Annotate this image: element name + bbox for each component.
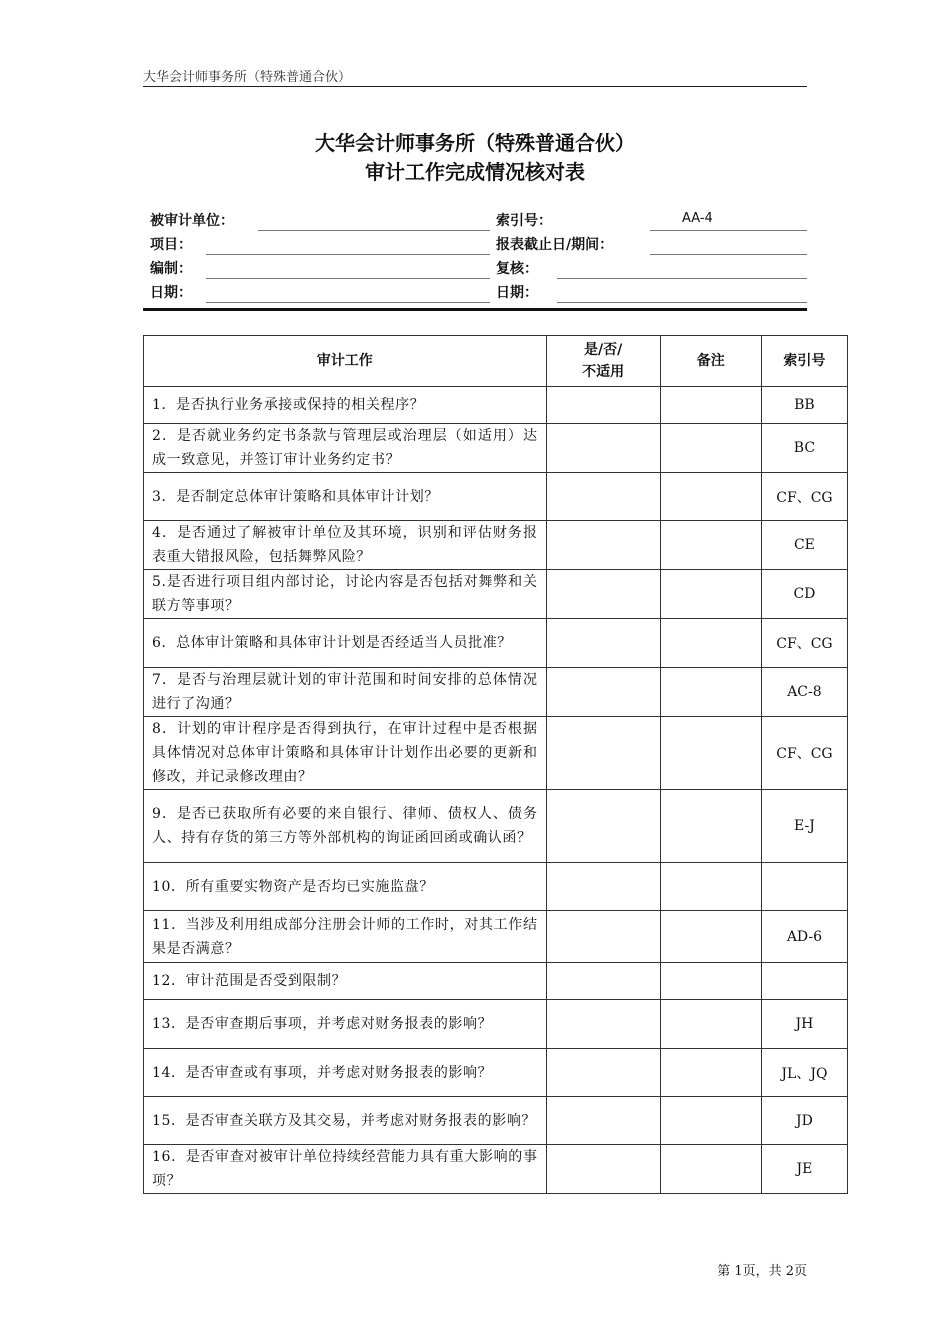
table-row: [144, 911, 848, 963]
row-work: 11．当涉及利用组成部分注册会计师的工作时，对其工作结果是否满意？: [144, 911, 547, 963]
table-row: [144, 1097, 848, 1145]
checklist-table: [143, 335, 848, 1194]
table-row: [144, 717, 848, 790]
row-ref: AD-6: [761, 911, 847, 963]
table-row: [144, 387, 848, 424]
row-yn-cell[interactable]: [546, 911, 660, 963]
table-row: [144, 473, 848, 521]
row-note-cell[interactable]: [660, 911, 761, 963]
info-row: [150, 279, 807, 303]
row-ref: BB: [761, 387, 847, 424]
header-yn-line1: 是/否/: [584, 342, 623, 358]
row-note-cell[interactable]: [660, 1097, 761, 1145]
table-row: [144, 424, 848, 473]
row-ref: JE: [761, 1145, 847, 1194]
info-label-date: 日期：: [150, 285, 192, 301]
index-value: AA-4: [682, 211, 713, 226]
info-label-project: 项目：: [150, 237, 192, 253]
row-ref: JH: [761, 1000, 847, 1049]
row-work: 6．总体审计策略和具体审计计划是否经适当人员批准？: [144, 619, 547, 668]
row-yn-cell[interactable]: [546, 717, 660, 790]
table-row: [144, 619, 848, 668]
header-yn-line2: 不适用: [582, 364, 625, 380]
page-footer: 第 1页，共 2页: [717, 1264, 807, 1279]
header-ref: 索引号: [761, 336, 847, 387]
row-yn-cell[interactable]: [546, 473, 660, 521]
info-label-review-date: 日期：: [496, 285, 538, 301]
header-note: 备注: [660, 336, 761, 387]
row-note-cell[interactable]: [660, 521, 761, 570]
row-yn-cell[interactable]: [546, 424, 660, 473]
table-row: [144, 668, 848, 717]
info-label-index: 索引号：: [496, 213, 552, 229]
row-ref: JL、JQ: [761, 1049, 847, 1097]
table-row: [144, 863, 848, 911]
row-yn-cell[interactable]: [546, 1145, 660, 1194]
row-work: 5.是否进行项目组内部讨论，讨论内容是否包括对舞弊和关联方等事项？: [144, 570, 547, 619]
row-note-cell[interactable]: [660, 963, 761, 1000]
row-note-cell[interactable]: [660, 570, 761, 619]
info-label-auditee: 被审计单位：: [150, 213, 234, 229]
info-block: [150, 207, 807, 303]
row-note-cell[interactable]: [660, 424, 761, 473]
header-rule: [143, 86, 807, 87]
row-note-cell[interactable]: [660, 1145, 761, 1194]
row-work: 15．是否审查关联方及其交易，并考虑对财务报表的影响？: [144, 1097, 547, 1145]
table-row: [144, 521, 848, 570]
row-note-cell[interactable]: [660, 387, 761, 424]
header-work: 审计工作: [144, 336, 547, 387]
document-title: 大华会计师事务所（特殊普通合伙）: [315, 131, 635, 155]
row-ref: JD: [761, 1097, 847, 1145]
row-yn-cell[interactable]: [546, 790, 660, 863]
row-work: 10．所有重要实物资产是否均已实施监盘？: [144, 863, 547, 911]
table-row: [144, 790, 848, 863]
table-row: [144, 1000, 848, 1049]
row-note-cell[interactable]: [660, 1000, 761, 1049]
row-work: 2．是否就业务约定书条款与管理层或治理层（如适用）达成一致意见，并签订审计业务约定书？: [144, 424, 547, 473]
row-note-cell[interactable]: [660, 619, 761, 668]
row-ref: CF、CG: [761, 473, 847, 521]
row-note-cell[interactable]: [660, 863, 761, 911]
table-header-row: [144, 336, 848, 387]
row-ref: CE: [761, 521, 847, 570]
info-row: [150, 231, 807, 255]
running-header: 大华会计师事务所（特殊普通合伙）: [143, 70, 352, 85]
row-work: 4．是否通过了解被审计单位及其环境，识别和评估财务报表重大错报风险，包括舞弊风险？: [144, 521, 547, 570]
row-yn-cell[interactable]: [546, 521, 660, 570]
info-label-period: 报表截止日/期间：: [496, 237, 614, 253]
row-work: 9．是否已获取所有必要的来自银行、律师、债权人、债务人、持有存货的第三方等外部机构的询证函回函或确认函？: [144, 790, 547, 863]
info-row: [150, 207, 807, 231]
row-ref: E-J: [761, 790, 847, 863]
row-work: 3．是否制定总体审计策略和具体审计计划？: [144, 473, 547, 521]
row-note-cell[interactable]: [660, 717, 761, 790]
header-yes-no-na: [546, 336, 660, 387]
info-label-preparer: 编制：: [150, 261, 192, 277]
document-subtitle: 审计工作完成情况核对表: [365, 160, 585, 184]
info-label-reviewer: 复核：: [496, 261, 538, 277]
row-yn-cell[interactable]: [546, 387, 660, 424]
row-yn-cell[interactable]: [546, 963, 660, 1000]
row-work: 7．是否与治理层就计划的审计范围和时间安排的总体情况进行了沟通？: [144, 668, 547, 717]
table-row: [144, 570, 848, 619]
row-work: 12．审计范围是否受到限制？: [144, 963, 547, 1000]
row-note-cell[interactable]: [660, 790, 761, 863]
row-yn-cell[interactable]: [546, 1097, 660, 1145]
row-yn-cell[interactable]: [546, 570, 660, 619]
row-yn-cell[interactable]: [546, 863, 660, 911]
row-work: 8．计划的审计程序是否得到执行，在审计过程中是否根据具体情况对总体审计策略和具体审计计划作出必要的更新和修改，并记录修改理由？: [144, 717, 547, 790]
info-row: [150, 255, 807, 279]
row-work: 13．是否审查期后事项，并考虑对财务报表的影响？: [144, 1000, 547, 1049]
table-row: [144, 963, 848, 1000]
row-ref: [761, 963, 847, 1000]
date-field[interactable]: [206, 302, 490, 303]
row-ref: [761, 863, 847, 911]
row-yn-cell[interactable]: [546, 619, 660, 668]
row-note-cell[interactable]: [660, 473, 761, 521]
review-date-field[interactable]: [557, 302, 807, 303]
row-work: 1．是否执行业务承接或保持的相关程序？: [144, 387, 547, 424]
row-yn-cell[interactable]: [546, 1000, 660, 1049]
row-note-cell[interactable]: [660, 668, 761, 717]
row-note-cell[interactable]: [660, 1049, 761, 1097]
row-ref: CF、CG: [761, 717, 847, 790]
table-row: [144, 1145, 848, 1194]
row-yn-cell[interactable]: [546, 668, 660, 717]
row-work: 16．是否审查对被审计单位持续经营能力具有重大影响的事项？: [144, 1145, 547, 1194]
row-ref: BC: [761, 424, 847, 473]
table-row: [144, 1049, 848, 1097]
row-work: 14．是否审查或有事项，并考虑对财务报表的影响？: [144, 1049, 547, 1097]
row-ref: CF、CG: [761, 619, 847, 668]
row-ref: CD: [761, 570, 847, 619]
row-yn-cell[interactable]: [546, 1049, 660, 1097]
section-rule: [143, 308, 807, 311]
row-ref: AC-8: [761, 668, 847, 717]
